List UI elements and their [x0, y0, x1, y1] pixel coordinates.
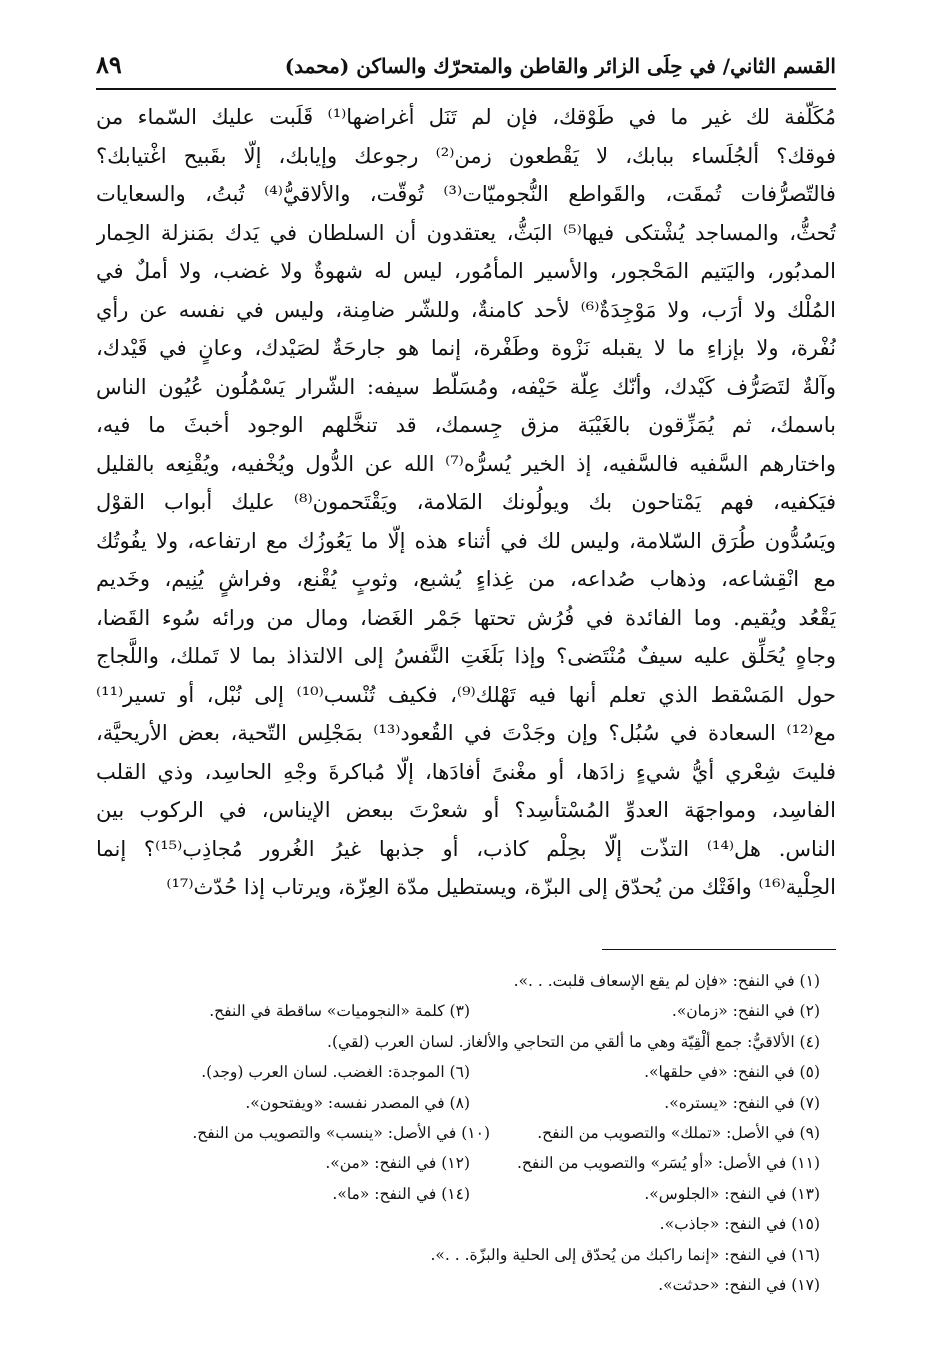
text-line: المُلْك ولا أرَب، ولا مَوْجِدَةٌ⁽⁶⁾ لأحد كامنةٌ، وللشّر ضامِنة، وليس في نفسه عن رأي: [96, 297, 836, 322]
footnote: (١٣) في النفح: «الجلوس».: [644, 1184, 820, 1203]
page-number: ٨٩: [96, 50, 122, 79]
footnote: (١١) في الأصل: «أو يُسَر» والتصويب من النفح.: [516, 1154, 820, 1173]
footnote: (١٦) في النفح: «إنما راكبك من يُحدّق إلى الحلية والبزّة. . .».: [430, 1245, 820, 1264]
running-title: القسم الثاني/ في حِلَى الزائر والقاطن والمتحرّك والساكن (محمد): [284, 54, 836, 78]
text-line: مع⁽¹²⁾ السعادة في سُبُل؟ وإن وجَدْتَ في القُعود⁽¹³⁾ بمَجْلِس التّحية، بعض الأريحيَّة،: [96, 721, 836, 745]
footnote: (٦) الموجدة: الغضب. لسان العرب (وجد).: [201, 1063, 470, 1082]
main-text: [96, 98, 836, 907]
text-line: تُحثُّ، والمساجد يُشْتكى فيها⁽⁵⁾ البَثُّ، يعتقدون أن السلطان في يَدك بمَنزلة الحِمار: [96, 220, 836, 245]
text-line: فيَكفيه، فهم يَمْتاحون بك ويولُونك المَلامة، ويَقْتَحمون⁽⁸⁾ عليك أبواب القوْل: [96, 490, 836, 514]
footnote-row: [96, 996, 820, 1026]
text-line: فليتَ شِعْري أيُّ شيءٍ زادَها، أو مغْنىً أفادَها، إلّا مُباكرةَ وجْهِ الحاسِد، وذي القلب: [96, 759, 836, 784]
text-line: وآلةٌ لتَصَرُّف كَيْدك، وأنّك عِلّة حَيْفه، ومُسَلّط سيفه: الشّرار يَسْمُلُون عُيُون الناس: [96, 374, 836, 399]
text-line: الحِلْية⁽¹⁶⁾ وافَتْك من يُحدّق إلى البزّة، ويستطيل مدّة العِزّة، ويرتاب إذا حُدّث⁽¹⁷⁾: [166, 875, 836, 899]
text-line: باسمك، ثم يُمَزِّقون بالغَيْبَة مزق جِسمك، قد تنخَّلهم الوجود أخبثَ ما فيه،: [96, 413, 836, 437]
footnote-row: [96, 1118, 820, 1148]
text-line: الفاسِد، ومواجهَة العدوِّ المُسْتأسِد؟ أو شعرْتَ ببعض الإيناس، في الركوب بين: [96, 798, 836, 822]
text-line: وجاهٍ يُحَلِّق عليه سيفٌ مُنْتَضى؟ وإذا بَلَغَتِ النَّفسُ إلى الالتذاذ بما لا تَملك، واللَّجاج: [96, 644, 836, 668]
text-line: المدبُور، واليَتيم المَحْجور، والأسير المأمُور، ليس له شهوةٌ ولا غضب، ولا أملٌ في: [96, 259, 836, 283]
running-header: [96, 42, 836, 90]
footnote: (١) في النفح: «فإن لم يقع الإسعاف قلبت. . .».: [513, 972, 820, 990]
text-line: واختارهم السَّفيه فالسَّفيه، إذ الخير يُسرُّه⁽⁷⁾ الله عن الدُّول ويُخْفيه، ويُقْنِعه بالقليل: [96, 451, 836, 476]
footnote: (٣) كلمة «النجوميات» ساقطة في النفح.: [209, 1002, 470, 1021]
footnote-row: [96, 1270, 820, 1300]
text-line: فوقك؟ ألجُلَساء ببابك، لا يَقْطعون زمن⁽²⁾ رجوعك وإيابك، إلّا بقَبيح اغْتيابك؟: [96, 143, 836, 168]
footnote-row: [96, 1179, 820, 1209]
footnote: (١٥) في النفح: «جاذب».: [659, 1215, 820, 1234]
footnote: (٢) في النفح: «زمان».: [671, 1002, 820, 1021]
text-line: الناس. هل⁽¹⁴⁾ التذّت إلّا بحِلْم كاذب، أو جذبها غيرُ الغُرور مُجاذِب⁽¹⁵⁾؟ إنما: [96, 836, 836, 861]
text-line: يَقْعُد ويُقيم. وما الفائدة في فُرُش تحتها جَمْر الغَضا، ومال من ورائه سُوء القَضا،: [96, 605, 836, 630]
text-line: مع انْقِشاعه، وذهاب صُداعه، من غِذاءٍ يُشبع، وثوبٍ يُقْنع، وفراشٍ يُنِيم، وخَديم: [96, 567, 836, 591]
text-line: ويَسُدُّون طُرَق السّلامة، وليس لك في أثناء هذه إلّا ما يَعُوزُك مع ارتفاعه، ولا يفُوتُك: [96, 528, 836, 553]
footnote-separator: [602, 949, 836, 950]
footnote-row: [96, 1148, 820, 1178]
footnote: (١٤) في النفح: «ما».: [332, 1184, 470, 1203]
footnote-row: [96, 966, 820, 996]
text-line: حول المَسْقط الذي تعلم أنها فيه تَهْلك⁽⁹⁾، فكيف تُنْسب⁽¹⁰⁾ إلى نُبْل، أو تسير⁽¹¹⁾: [96, 682, 836, 707]
footnote-row: [96, 1088, 820, 1118]
footnote-row: [96, 1240, 820, 1270]
footnote-row: [96, 1209, 820, 1239]
footnote: (٨) في المصدر نفسه: «ويفتحون».: [245, 1093, 470, 1112]
footnote-row: [96, 1057, 820, 1087]
footnote: (١٧) في النفح: «حدثت».: [658, 1275, 820, 1294]
text-line: نُفْرة، ولا بإزاءِ ما لا يقبله نَزْوة وطَفْرة، إنما هو جارحَةٌ لصَيْدك، وعانٍ في قَيْدك،: [96, 336, 836, 360]
footnote: (٤) الألاقيُّ: جمع ألْقِيّة وهي ما ألقي من التحاجي والألغاز. لسان العرب (لقي).: [327, 1032, 820, 1051]
footnote-row: [96, 1027, 820, 1057]
footnote: (٩) في الأصل: «تملك» والتصويب من النفح.: [537, 1123, 820, 1142]
text-line: مُكَلّفة لك غير ما في طَوْقك، فإن لم تَنَل أغراضها⁽¹⁾ قَلَبت عليك السّماء من: [96, 105, 836, 129]
footnote: (٥) في النفح: «في حلقها».: [644, 1063, 820, 1082]
footnote: (١٢) في النفح: «من».: [325, 1154, 470, 1173]
text-line: فالتّصرُّفات تُمقَت، والقَواطع النُّجوميّات⁽³⁾ تُوقّت، والألاقيُّ⁽⁴⁾ تُبتُ، والسعايات: [96, 182, 836, 206]
footnote: (١٠) في الأصل: «ينسب» والتصويب من النفح.: [192, 1123, 490, 1142]
footnotes: [96, 966, 820, 1300]
footnote: (٧) في النفح: «يستره».: [664, 1093, 820, 1112]
